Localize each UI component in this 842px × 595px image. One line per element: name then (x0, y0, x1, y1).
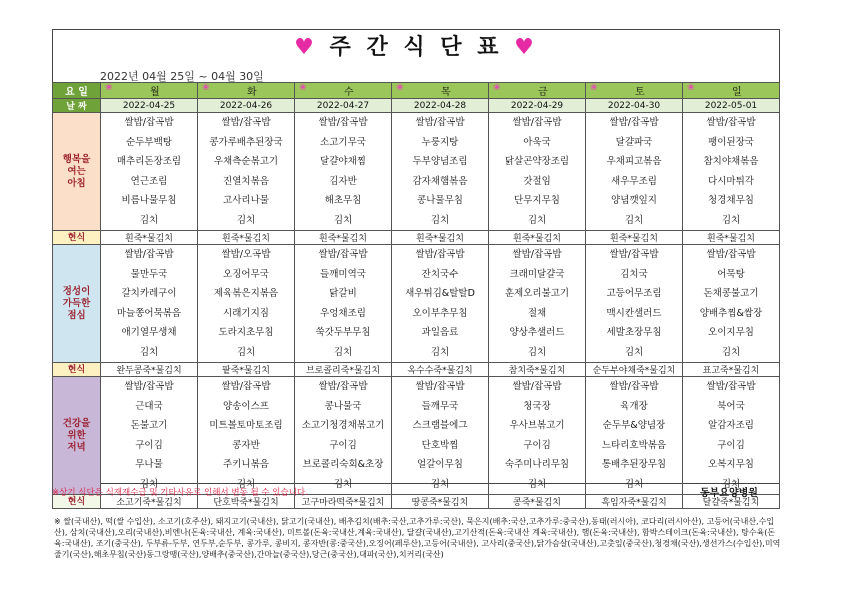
hospital-name: 동부요양병원 (700, 488, 758, 499)
menu-item: 팽이된장국 (708, 136, 754, 148)
lunch-cell (683, 245, 780, 363)
menu-item: 쌀밥/잡곡밥 (318, 249, 368, 260)
menu-item: 물만두국 (130, 268, 168, 280)
menu-item: 고등어무조림 (606, 288, 662, 299)
day-header (489, 83, 586, 99)
snack-cell: 달걀죽*물김치 (683, 495, 780, 509)
menu-item: 아욱국 (523, 136, 551, 148)
menu-item: 들깨미역국 (320, 268, 366, 280)
lunch_snack-label: 현식 (53, 363, 101, 377)
snack-cell: 흰죽*물김치 (392, 231, 489, 245)
day-header (295, 83, 392, 99)
day-header-row (53, 83, 780, 99)
menu-item: 우채측순볶고기 (213, 156, 279, 167)
menu-item: 김치 (721, 214, 741, 226)
menu-item: 오징어무국 (223, 268, 269, 280)
breakfast-cell (489, 113, 586, 231)
menu-item: 참치야채볶음 (703, 156, 759, 167)
snack-cell: 소고기죽*물김치 (101, 495, 198, 509)
flower-icon: ❀ (396, 83, 404, 93)
menu-item: 쌀밥/잡곡밥 (318, 381, 368, 392)
menu-item: 김치국 (620, 268, 648, 280)
menu-item: 쌀밥/잡곡밥 (609, 249, 659, 260)
dinner-cell (489, 377, 586, 495)
menu-item: 구이김 (135, 439, 163, 451)
menu-item: 쌀밥/잡곡밥 (415, 249, 465, 260)
menu-item: 김치 (624, 346, 644, 358)
date-cell: 2022-05-01 (683, 99, 780, 113)
menu-item: 도라지초무침 (218, 327, 274, 338)
snack-cell: 고구마라떡죽*물김치 (295, 495, 392, 509)
menu-item: 쌀밥/잡곡밥 (318, 117, 368, 128)
menu-item: 김치 (139, 346, 159, 358)
lunch-row (53, 245, 780, 363)
snack-cell: 참치죽*물김치 (489, 363, 586, 377)
snack-cell: 흰죽*물김치 (295, 231, 392, 245)
menu-item: 김치 (236, 478, 256, 490)
day-header (586, 83, 683, 99)
menu-item: 우채피고볶음 (606, 156, 662, 167)
breakfast-cell (586, 113, 683, 231)
menu-item: 브로콜리숙회&초장 (302, 459, 384, 470)
dinner-cell (198, 377, 295, 495)
menu-item: 제육볶은지볶음 (213, 288, 279, 299)
menu-item: 쌀밥/잡곡밥 (415, 117, 465, 128)
menu-item: 김치 (527, 478, 547, 490)
menu-item: 김치 (139, 478, 159, 490)
menu-item: 쌀밥/잡곡밥 (415, 381, 465, 392)
menu-item: 시래기지짐 (223, 307, 269, 319)
menu-item: 김치 (430, 478, 450, 490)
menu-item: 김치 (527, 214, 547, 226)
menu-item: 닭살곤약장조림 (504, 156, 570, 167)
menu-item: 단호박찜 (421, 439, 459, 451)
breakfast-cell (392, 113, 489, 231)
dinner_snack-label: 현식 (53, 495, 101, 509)
day-name: 목 (440, 87, 451, 98)
lunch-cell (295, 245, 392, 363)
menu-item: 해초무침 (324, 195, 362, 206)
snack-cell: 흰죽*물김치 (586, 231, 683, 245)
dinner-cell (392, 377, 489, 495)
menu-item: 비름나물무침 (121, 195, 177, 206)
flower-icon: ❀ (202, 83, 210, 93)
menu-item: 들깨무국 (421, 400, 459, 412)
menu-item: 쌀밥/잡곡밥 (512, 117, 562, 128)
snack-cell: 단호박죽*물김치 (198, 495, 295, 509)
day-name: 화 (246, 87, 257, 98)
breakfast_snack-label: 현식 (53, 231, 101, 245)
breakfast-cell (683, 113, 780, 231)
menu-item: 느타리호박볶음 (601, 439, 667, 451)
menu-item: 주키니볶음 (223, 459, 269, 470)
menu-item: 김치 (721, 478, 741, 490)
flower-icon: ❀ (105, 83, 113, 93)
menu-item: 순두부&양념장 (602, 420, 666, 431)
menu-item: 매추리돈장조림 (116, 156, 182, 167)
menu-item: 다시마튀각 (708, 175, 754, 187)
lunch-cell (586, 245, 683, 363)
menu-item: 콩자반 (232, 439, 260, 451)
day-name: 토 (634, 87, 645, 98)
menu-item: 김치 (236, 214, 256, 226)
menu-item: 김치 (721, 346, 741, 358)
snack-cell: 흰죽*물김치 (489, 231, 586, 245)
snack-cell: 흰죽*물김치 (198, 231, 295, 245)
breakfast-label (53, 113, 101, 231)
snack-cell: 흰죽*물김치 (101, 231, 198, 245)
menu-item: 갈치카레구이 (121, 288, 177, 299)
menu-item: 김치 (430, 346, 450, 358)
menu-item: 과일음료 (421, 327, 459, 338)
menu-item: 김치 (527, 346, 547, 358)
menu-item: 감자채햄볶음 (412, 175, 468, 187)
date-cell: 2022-04-27 (295, 99, 392, 113)
menu-item: 쌀밥/오곡밥 (221, 249, 271, 260)
snack-cell: 옥수수죽*물김치 (392, 363, 489, 377)
menu-item: 닭갈비 (329, 288, 357, 299)
menu-item: 고사리나물 (223, 195, 269, 206)
date-cell: 2022-04-25 (101, 99, 198, 113)
menu-item: 달걀야채찜 (320, 156, 366, 167)
lunch_snack-row (53, 363, 780, 377)
day-name: 일 (731, 87, 742, 98)
dinner-label-text: 건강을 위한 저녁 (62, 417, 91, 453)
menu-item: 콩나물무침 (417, 195, 463, 206)
menu-item: 구이김 (717, 439, 745, 451)
flower-icon: ❀ (299, 83, 307, 93)
date-label: 날 짜 (53, 99, 101, 113)
breakfast-label-text: 행복을 여는 아침 (62, 153, 91, 189)
lunch-cell (489, 245, 586, 363)
menu-item: 김치 (333, 214, 353, 226)
snack-cell: 표고죽*물김치 (683, 363, 780, 377)
dinner-row (53, 377, 780, 495)
lunch-label (53, 245, 101, 363)
menu-item: 오이지무침 (708, 327, 754, 338)
day-header (101, 83, 198, 99)
menu-item: 순두부백탕 (126, 136, 172, 148)
lunch-label-text: 정성이 가득한 점심 (62, 285, 91, 321)
menu-item: 쌀밥/잡곡밥 (609, 381, 659, 392)
date-header-row (53, 99, 780, 113)
menu-item: 김치 (430, 214, 450, 226)
menu-item: 쌀밥/잡곡밥 (221, 117, 271, 128)
menu-item: 소고기청경채볶고기 (301, 420, 385, 431)
menu-item: 근대국 (135, 400, 163, 412)
menu-item: 콩가루배추된장국 (209, 136, 283, 148)
day-name: 월 (149, 87, 160, 98)
lunch-cell (392, 245, 489, 363)
dinner-cell (101, 377, 198, 495)
day-name: 수 (343, 87, 354, 98)
menu-item: 양념깻잎지 (611, 195, 657, 206)
date-cell: 2022-04-29 (489, 99, 586, 113)
menu-item: 애기열무생채 (121, 327, 177, 338)
menu-item: 크래미달걀국 (509, 268, 565, 280)
dinner-cell (295, 377, 392, 495)
day-header (392, 83, 489, 99)
menu-item: 육개장 (620, 400, 648, 412)
menu-item: 쌀밥/잡곡밥 (609, 117, 659, 128)
menu-item: 오복지무침 (708, 459, 754, 470)
menu-item: 김치 (139, 214, 159, 226)
heart-left-icon: ♥ (294, 35, 318, 60)
day-header (198, 83, 295, 99)
breakfast-cell (101, 113, 198, 231)
menu-item: 절채 (527, 307, 547, 319)
menu-item: 두부양념조림 (412, 156, 468, 167)
breakfast-cell (198, 113, 295, 231)
menu-item: 알감자조림 (708, 420, 754, 431)
title-text: 주 간 식 단 표 (329, 35, 503, 60)
menu-item: 얼갈이무침 (417, 459, 463, 470)
lunch-cell (101, 245, 198, 363)
day-label: 요 일 (53, 83, 101, 99)
menu-item: 맥시칸샐러드 (606, 307, 662, 319)
weekly-menu-table (52, 82, 780, 509)
menu-item: 쌀밥/잡곡밥 (706, 381, 756, 392)
snack-cell: 순두부야채죽*물김치 (586, 363, 683, 377)
menu-item: 양송이스프 (223, 400, 269, 412)
menu-item: 쌀밥/잡곡밥 (221, 381, 271, 392)
menu-item: 어묵탕 (717, 268, 745, 280)
menu-item: 양상추샐러드 (509, 327, 565, 338)
dinner-label (53, 377, 101, 495)
menu-item: 돈채콩불고기 (703, 288, 759, 299)
menu-item: 숙주미나리무침 (504, 459, 570, 470)
menu-item: 양배추찜&쌈장 (699, 307, 763, 319)
menu-item: 쌀밥/잡곡밥 (124, 117, 174, 128)
menu-item: 쌀밥/잡곡밥 (706, 249, 756, 260)
menu-item: 구이김 (523, 439, 551, 451)
menu-item: 쌀밥/잡곡밥 (124, 249, 174, 260)
page-title (52, 33, 780, 63)
day-name: 금 (537, 87, 548, 98)
menu-item: 김치 (624, 478, 644, 490)
breakfast-row (53, 113, 780, 231)
menu-item: 김자반 (329, 175, 357, 187)
snack-cell: 완두콩죽*물김치 (101, 363, 198, 377)
snack-cell: 땅콩죽*물김치 (392, 495, 489, 509)
origin-info: ※ 쌀(국내산), 떡(쌀 수입산), 소고기(호주산), 돼지고기(국내산), 닭고기(국내산), 배추김치(배추:국산,고추가루:국산), 묵은지(배추:국산,고추가루:중국산),동태(러시아), 코다리(러시아산), 고등어(국내산,수입산), 삼치(국내산),오리(국내산),비엔나(돈육:국내산, 계육:국내산), 미트볼(돈육:국내산,계육:국내산), 달걀(국내산),고기산적(돈육:국내산 계육:국내산), 햄(돈육:국내산), 함박스테이크(돈육:국내산), 탕수육(돈육:국내산), 조기(중국산), 두부류-두부, 연두부,순두부, 콩가루, 콩비지, 콩자반(콩:중국산),오징어(페루산),고등어(국내산), 고사리(중국산),닭가슴살(국내산),고춧잎(중국산),청경채(국산),생선가스(수입산),미역줄기(국산),해초무침(국산)동그랑땡(국산),양배추(중국산),간마늘(중국산),당근(중국산),대파(국산),치커리(국산) (54, 517, 781, 559)
menu-item: 김치 (236, 346, 256, 358)
menu-item: 누룽지탕 (421, 136, 459, 148)
day-header (683, 83, 780, 99)
menu-item: 김치 (624, 214, 644, 226)
menu-item: 잔치국수 (421, 268, 459, 280)
menu-item: 김치 (333, 346, 353, 358)
menu-item: 달걀파국 (615, 136, 653, 148)
menu-item: 단무지무침 (514, 195, 560, 206)
snack-cell: 콩죽*물김치 (489, 495, 586, 509)
breakfast-cell (295, 113, 392, 231)
date-cell: 2022-04-28 (392, 99, 489, 113)
menu-item: 청국장 (523, 400, 551, 412)
menu-item: 우사브볶고기 (509, 420, 565, 431)
flower-icon: ❀ (687, 83, 695, 93)
menu-item: 마늘쫑어묵볶음 (116, 307, 182, 319)
menu-item: 쌀밥/잡곡밥 (706, 117, 756, 128)
menu-item: 쑥갓두부무침 (315, 327, 371, 338)
snack-cell: 흑임자죽*물김치 (586, 495, 683, 509)
menu-item: 쌀밥/잡곡밥 (512, 249, 562, 260)
menu-item: 쌀밥/잡곡밥 (512, 381, 562, 392)
menu-item: 세발초장무침 (606, 327, 662, 338)
menu-item: 돈불고기 (130, 420, 168, 431)
lunch-cell (198, 245, 295, 363)
menu-item: 북어국 (717, 400, 745, 412)
notice-text: ※상기 식단은 식재재수급 및 기타사유로 인해서 변동 될 수 있습니다. (52, 488, 308, 498)
menu-item: 통배추된장무침 (601, 459, 667, 470)
menu-item: 갓절임 (523, 175, 551, 187)
snack-cell: 브로콜리죽*물김치 (295, 363, 392, 377)
menu-item: 콩나물국 (324, 400, 362, 412)
date-cell: 2022-04-30 (586, 99, 683, 113)
breakfast_snack-row (53, 231, 780, 245)
heart-right-icon: ♥ (514, 35, 538, 60)
menu-item: 새우튀김&탈탈D (405, 288, 475, 299)
menu-item: 미트볼토마토조림 (209, 420, 283, 431)
menu-item: 무나물 (135, 459, 163, 470)
snack-cell: 팥죽*물김치 (198, 363, 295, 377)
menu-item: 훈제오리불고기 (504, 288, 570, 299)
dinner-cell (586, 377, 683, 495)
period-range: 2022년 04월 25일 ~ 04월 30일 (100, 70, 264, 83)
menu-item: 오이부추무침 (412, 307, 468, 319)
dinner-cell (683, 377, 780, 495)
menu-item: 새우무조림 (611, 175, 657, 187)
menu-item: 소고기무국 (320, 136, 366, 148)
menu-item: 스크램블에그 (412, 420, 468, 431)
flower-icon: ❀ (493, 83, 501, 93)
menu-item: 진열치볶음 (223, 175, 269, 187)
menu-item: 우엉채조림 (320, 307, 366, 319)
menu-item: 연근조림 (130, 175, 168, 187)
menu-item: 김치 (333, 478, 353, 490)
snack-cell: 흰죽*물김치 (683, 231, 780, 245)
date-cell: 2022-04-26 (198, 99, 295, 113)
flower-icon: ❀ (590, 83, 598, 93)
menu-item: 쌀밥/잡곡밥 (124, 381, 174, 392)
menu-item: 구이김 (329, 439, 357, 451)
menu-item: 청경채무침 (708, 195, 754, 206)
